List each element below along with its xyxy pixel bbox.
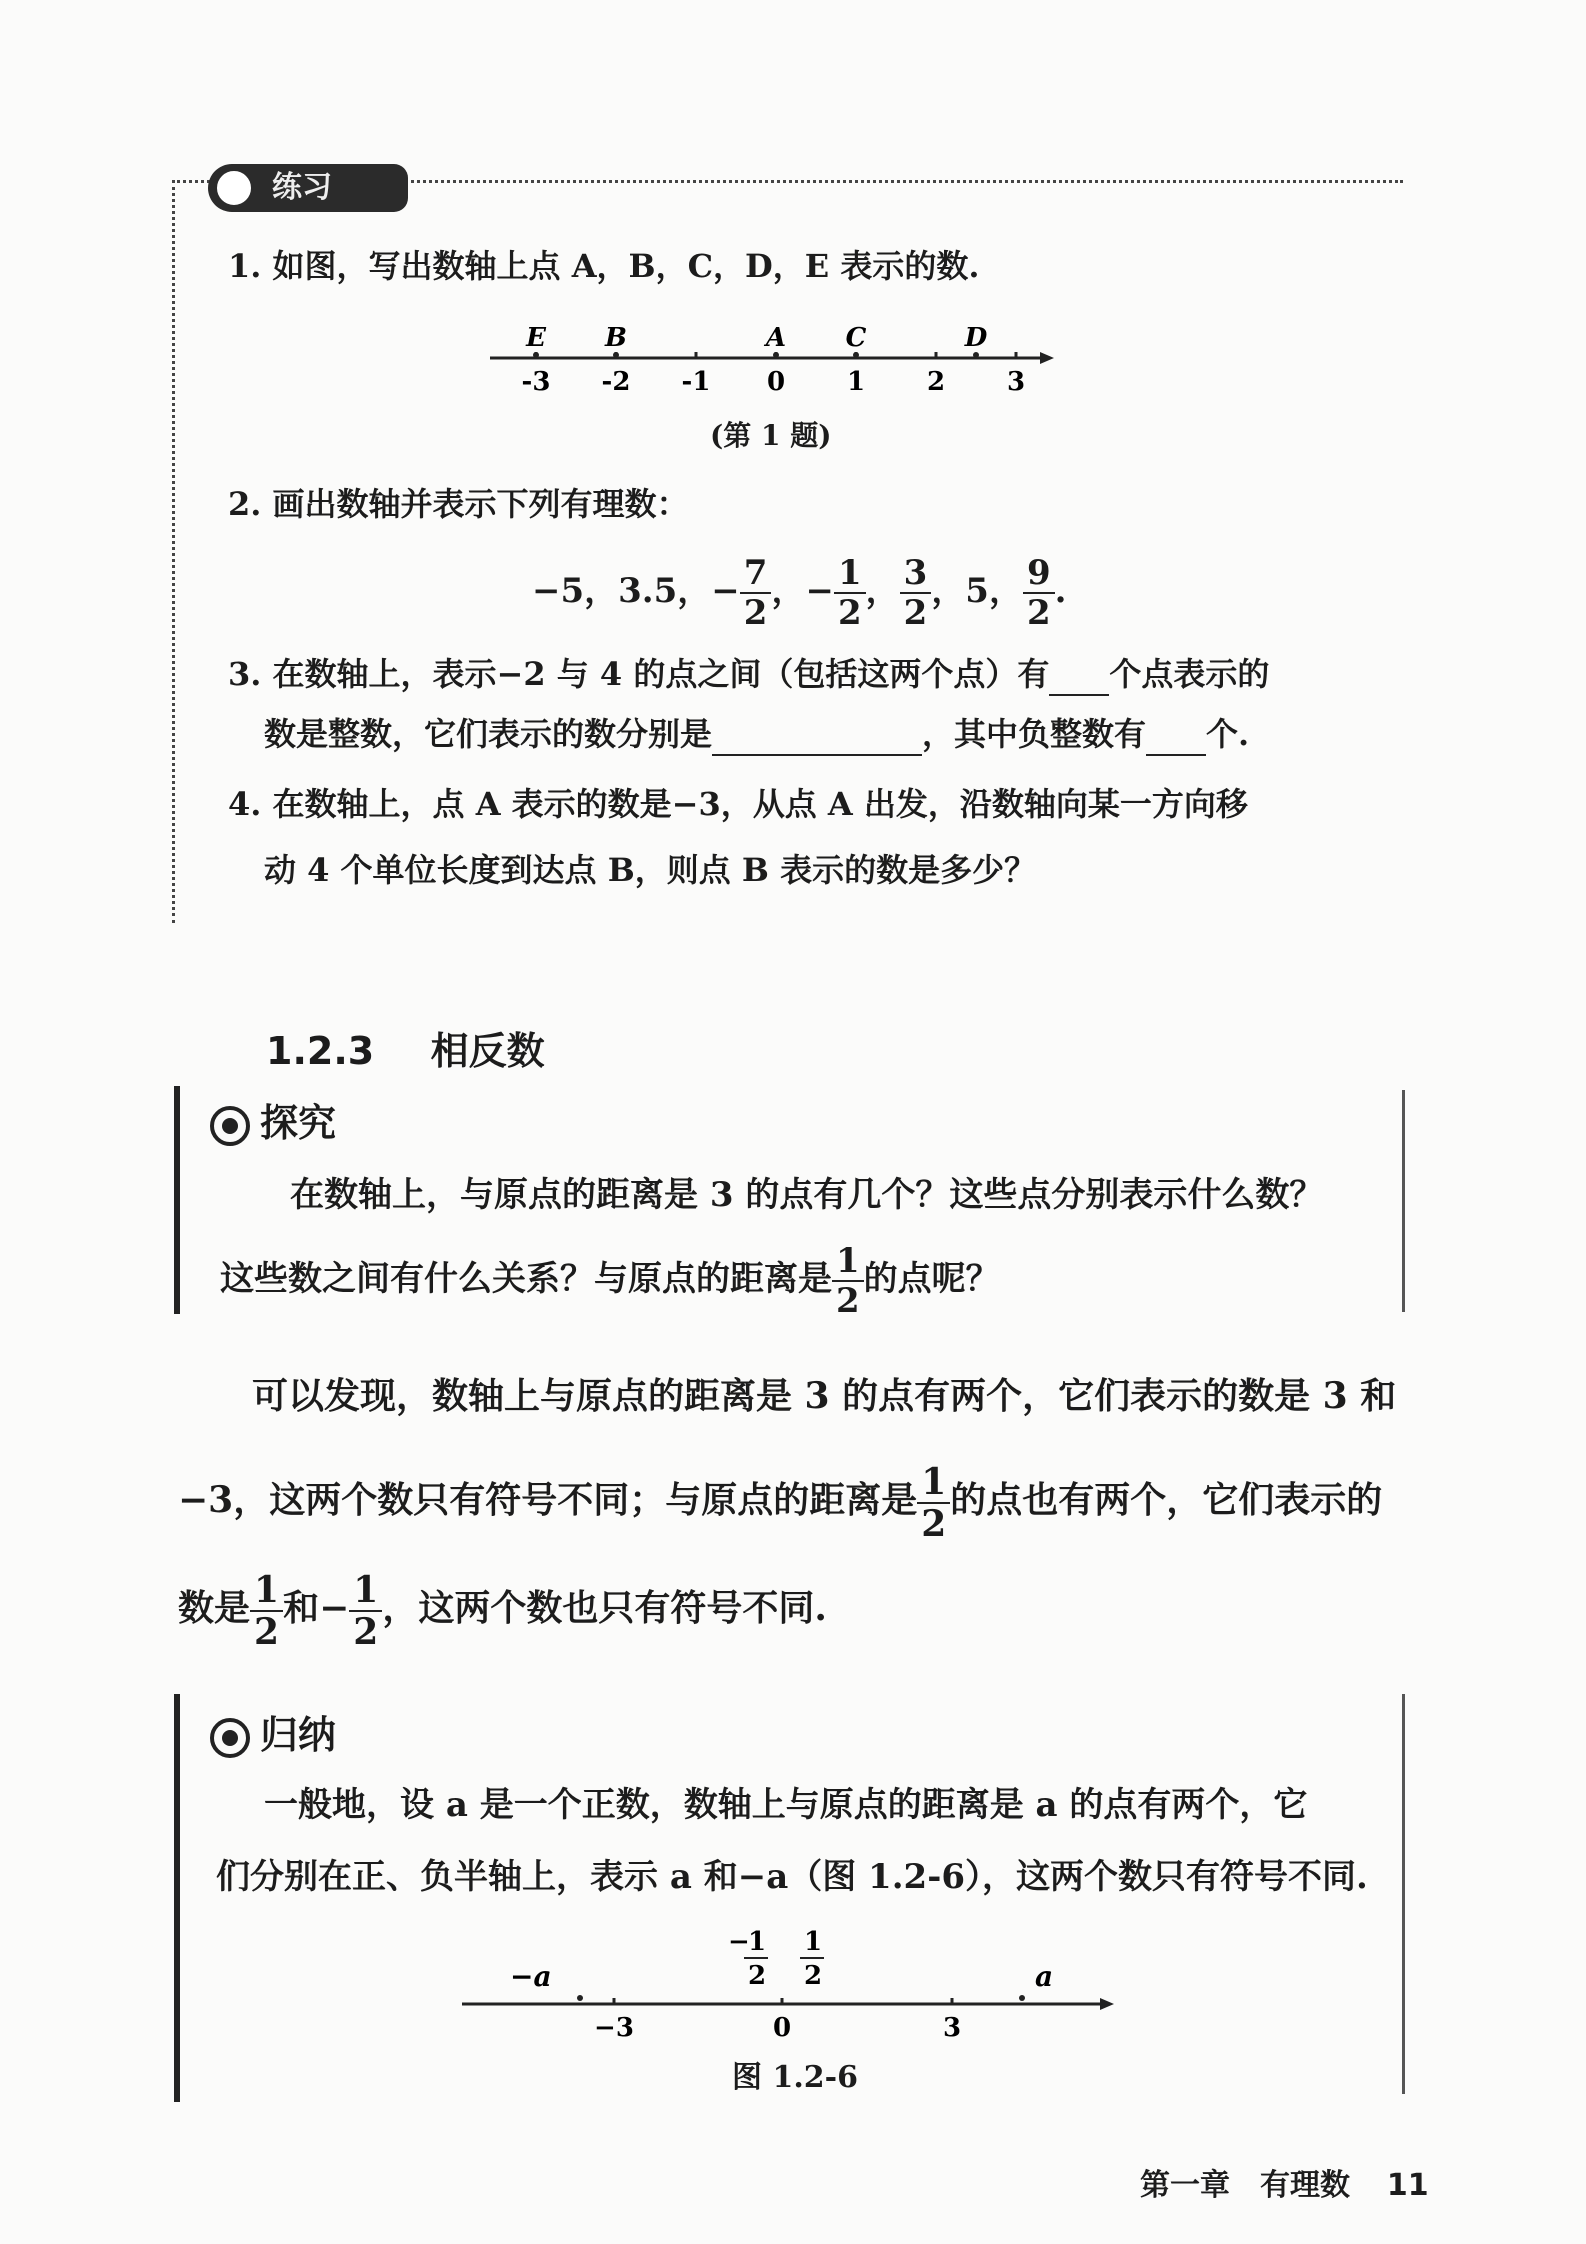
section-title-text: 相反数 bbox=[430, 1029, 545, 1073]
discovery-line-2-a: −3，这两个数只有符号不同；与原点的距离是 bbox=[178, 1479, 918, 1521]
explore-line-2-a: 这些数之间有什么关系？与原点的距离是 bbox=[220, 1259, 832, 1299]
q2-text: 2. 画出数轴并表示下列有理数： bbox=[228, 485, 689, 523]
q3-line-1 bbox=[228, 652, 1269, 696]
figure-tick-label-1: 0 bbox=[772, 2013, 792, 2043]
explore-frac-den: 2 bbox=[836, 1281, 860, 1321]
q2-frac-2-num: 1 bbox=[834, 556, 866, 594]
q1-tick-label-1: -2 bbox=[601, 367, 631, 397]
q2-frac-3-num: 3 bbox=[900, 556, 932, 594]
q1-tick-label-4: 1 bbox=[846, 367, 866, 397]
q3-line-2-c: 个. bbox=[1206, 715, 1250, 753]
figure-half-pos-den: 2 bbox=[804, 1961, 823, 1991]
figure-half-neg-sign: − bbox=[728, 1927, 750, 1957]
discovery-line-3 bbox=[178, 1569, 827, 1653]
discovery-line-2-b: 的点也有两个，它们表示的 bbox=[950, 1479, 1383, 1521]
discovery-line-1: 可以发现，数轴上与原点的距离是 3 的点有两个，它们表示的数是 3 和 bbox=[252, 1375, 1397, 1417]
discovery-frac-2 bbox=[250, 1569, 283, 1653]
footer-chapter: 第一章 有理数 bbox=[1140, 2168, 1350, 2203]
figure-tick-label-2: 3 bbox=[942, 2013, 962, 2043]
exercise-badge-icon bbox=[214, 168, 254, 208]
q2-sep-2: ， bbox=[865, 571, 900, 611]
q3-blank-negatives bbox=[1146, 720, 1206, 756]
footer bbox=[1140, 2160, 1429, 2204]
figure-label-pos-a: a bbox=[1035, 1960, 1054, 1993]
figure-label-neg-a: −a bbox=[510, 1960, 552, 1993]
q3-blank-values bbox=[712, 720, 922, 756]
q3-blank-count bbox=[1049, 660, 1109, 696]
discovery-frac-3-den: 2 bbox=[353, 1611, 379, 1653]
footer-page-number: 11 bbox=[1386, 2168, 1429, 2203]
q2-frac-1-num: 7 bbox=[740, 556, 772, 594]
summary-line-2: 们分别在正、负半轴上，表示 a 和−a（图 1.2-6），这两个数只有符号不同. bbox=[216, 1857, 1368, 1897]
q3-line-2-b: ，其中负整数有 bbox=[922, 715, 1147, 753]
q2-frac-2-den: 2 bbox=[837, 593, 862, 633]
explore-frac-num: 1 bbox=[832, 1244, 864, 1282]
summary-line-1: 一般地，设 a 是一个正数，数轴上与原点的距离是 a 的点有两个，它 bbox=[264, 1785, 1308, 1825]
q2-frac-4-num: 9 bbox=[1023, 556, 1055, 594]
q2-list-a: −5，3.5，− bbox=[532, 571, 740, 611]
q2-frac-1-den: 2 bbox=[743, 593, 768, 633]
q2-frac-3 bbox=[900, 553, 932, 633]
explore-line-2-b: 的点呢？ bbox=[863, 1259, 1000, 1299]
figure-point-neg-a bbox=[577, 1995, 583, 2001]
q1-points bbox=[525, 323, 988, 358]
discovery-line-3-c: ，这两个数也只有符号不同. bbox=[382, 1587, 827, 1629]
section-title bbox=[266, 1020, 545, 1075]
explore-line-2 bbox=[220, 1241, 1000, 1321]
discovery-frac-1 bbox=[917, 1461, 950, 1545]
discovery-line-3-a: 数是 bbox=[178, 1587, 251, 1629]
explore-heading bbox=[210, 1092, 336, 1147]
discovery-line-2 bbox=[178, 1461, 1383, 1545]
q1-text: 1. 如图，写出数轴上点 A，B，C，D，E 表示的数. bbox=[228, 247, 980, 285]
q1-point-label-B: B bbox=[605, 323, 627, 353]
discovery-frac-2-den: 2 bbox=[254, 1611, 280, 1653]
summary-heading-text: 归纳 bbox=[260, 1713, 337, 1757]
explore-box-right-bar bbox=[1402, 1090, 1405, 1312]
summary-box-right-bar bbox=[1402, 1694, 1405, 2094]
q2-frac-3-den: 2 bbox=[903, 593, 928, 633]
explore-frac bbox=[832, 1241, 864, 1321]
figure-tick-label-0: −3 bbox=[594, 2013, 634, 2043]
q2-end: . bbox=[1054, 571, 1067, 611]
q2-sep-3: ，5， bbox=[931, 571, 1023, 611]
q4-line-1: 4. 在数轴上，点 A 表示的数是−3，从点 A 出发，沿数轴向某一方向移 bbox=[228, 785, 1248, 823]
q3-line-2 bbox=[264, 712, 1249, 756]
q3-line-2-a: 数是整数，它们表示的数分别是 bbox=[264, 715, 713, 753]
q1-tick-label-6: 3 bbox=[1006, 367, 1026, 397]
discovery-frac-3-num: 1 bbox=[349, 1572, 382, 1612]
q3-line-1-b: 个点表示的 bbox=[1109, 655, 1270, 693]
figure-number-line bbox=[450, 1920, 1130, 2050]
q1-number-line bbox=[480, 316, 1060, 426]
q1-point-label-C: C bbox=[845, 323, 867, 353]
explore-icon bbox=[210, 1106, 250, 1146]
explore-heading-text: 探究 bbox=[260, 1101, 337, 1145]
explore-box-bar bbox=[174, 1086, 180, 1314]
discovery-frac-1-den: 2 bbox=[921, 1503, 947, 1545]
figure-half-neg-num: 1 bbox=[748, 1927, 767, 1957]
q1-point-label-E: E bbox=[526, 323, 546, 353]
discovery-frac-2-num: 1 bbox=[250, 1572, 283, 1612]
q1-tick-label-0: -3 bbox=[521, 367, 551, 397]
figure-point-pos-a bbox=[1019, 1995, 1025, 2001]
figure-half-neg-den: 2 bbox=[748, 1961, 767, 1991]
q1-caption: (第 1 题) bbox=[710, 419, 832, 452]
q1-point-label-D: D bbox=[964, 323, 988, 353]
q2-sep-1: ，− bbox=[771, 571, 834, 611]
q2-frac-4-den: 2 bbox=[1026, 593, 1051, 633]
summary-icon bbox=[210, 1718, 250, 1758]
q4-line-2: 动 4 个单位长度到达点 B，则点 B 表示的数是多少？ bbox=[264, 851, 1037, 889]
q2-frac-2 bbox=[834, 553, 866, 633]
q1-tick-label-3: 0 bbox=[766, 367, 786, 397]
discovery-frac-1-num: 1 bbox=[917, 1464, 950, 1504]
explore-line-1: 在数轴上，与原点的距离是 3 的点有几个？这些点分别表示什么数？ bbox=[290, 1175, 1324, 1215]
exercise-tab-label: 练习 bbox=[272, 170, 332, 205]
summary-heading bbox=[210, 1704, 336, 1759]
q1-point-label-A: A bbox=[765, 323, 787, 353]
section-number: 1.2.3 bbox=[266, 1029, 375, 1073]
q1-tick-label-5: 2 bbox=[926, 367, 946, 397]
figure-half-pos-num: 1 bbox=[804, 1927, 823, 1957]
q2-frac-4 bbox=[1023, 553, 1055, 633]
figure-axis-arrow bbox=[1100, 1998, 1114, 2010]
discovery-frac-3 bbox=[349, 1569, 382, 1653]
q1-axis-arrow bbox=[1040, 352, 1054, 364]
figure-caption: 图 1.2-6 bbox=[732, 2060, 858, 2095]
q2-number-list bbox=[532, 553, 1067, 633]
q1-tick-label-2: -1 bbox=[681, 367, 711, 397]
q3-line-1-a: 3. 在数轴上，表示−2 与 4 的点之间（包括这两个点）有 bbox=[228, 655, 1050, 693]
q2-frac-1 bbox=[740, 553, 772, 633]
discovery-line-3-b: 和− bbox=[283, 1587, 350, 1629]
exercise-tab bbox=[208, 164, 408, 212]
summary-box-bar bbox=[174, 1694, 180, 2102]
